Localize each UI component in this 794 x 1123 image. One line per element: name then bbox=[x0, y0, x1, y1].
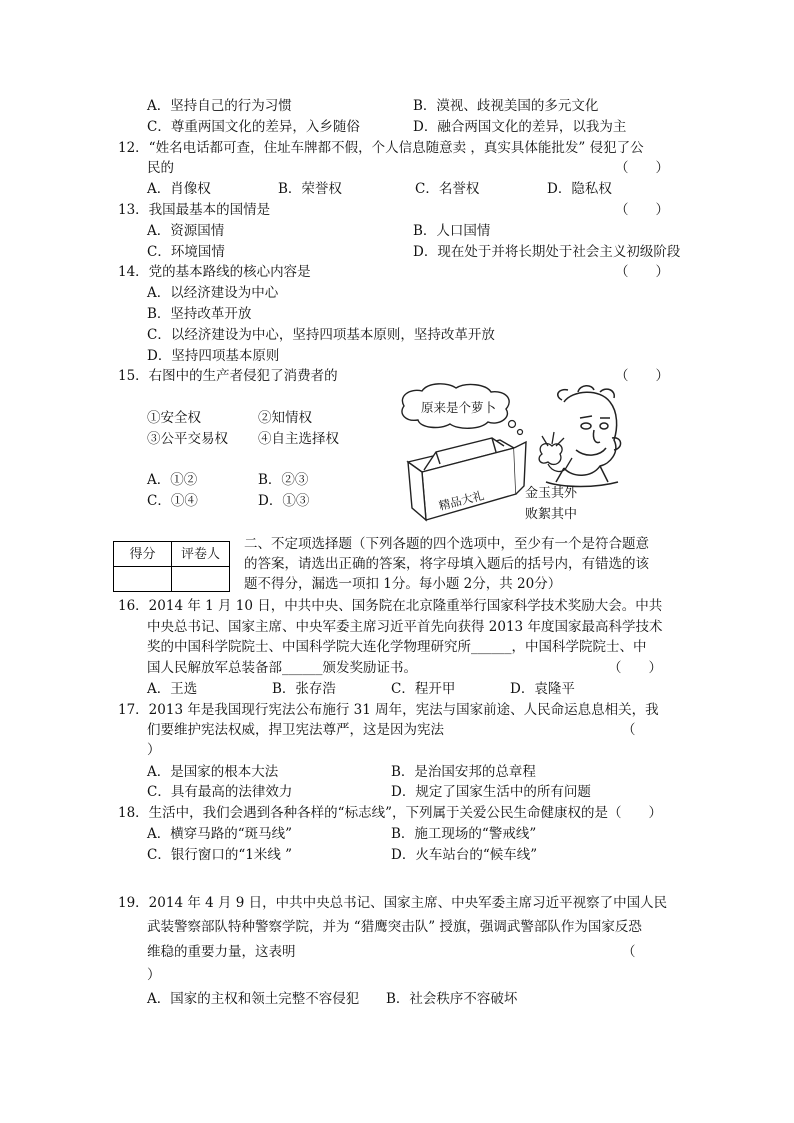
q12-answer-paren: （ ） bbox=[615, 160, 669, 176]
q15-option-a: A．①② bbox=[147, 472, 198, 488]
radish-icon bbox=[539, 432, 572, 471]
q11-option-c: C．尊重两国文化的差异，入乡随俗 bbox=[147, 119, 360, 135]
q16-stem-line4: 国人民解放军总装备部______颁发奖励证书。 bbox=[147, 660, 417, 676]
q14-stem: 14．党的基本路线的核心内容是 bbox=[118, 264, 311, 280]
grader-header: 评卷人 bbox=[172, 542, 230, 567]
section2-instructions-line3: 题不得分，漏选一项扣 1分。每小题 2分，共 20分） bbox=[244, 576, 562, 592]
q12-option-c: C．名誉权 bbox=[415, 181, 480, 197]
q14-option-d: D．坚持四项基本原则 bbox=[147, 348, 280, 364]
q15-cartoon bbox=[396, 382, 628, 530]
q19-stem-line1: 19．2014 年 4 月 9 日，中共中央总书记、国家主席、中央军委主席习近平视察了中国人民 bbox=[118, 895, 668, 911]
q17-paren-open: （ bbox=[622, 722, 636, 738]
q16-stem-line2: 中央总书记、国家主席、中央军委主席习近平首先向获得 2013 年度国家最高科学技术 bbox=[147, 619, 663, 635]
q17-stem-line2: 们要维护宪法权威，捍卫宪法尊严，这是因为宪法 bbox=[147, 722, 444, 738]
q11-option-b: B．漠视、歧视美国的多元文化 bbox=[413, 98, 599, 114]
q12-stem-line1: 12．“姓名电话都可查，住址车牌都不假，个人信息随意卖 ，真实具体能批发” 侵犯了公 bbox=[118, 140, 644, 156]
section2-instructions-line2: 的答案，请选出正确的答案，将字母填入题后的括号内，有错选的该 bbox=[244, 556, 649, 572]
gift-box-icon bbox=[408, 438, 526, 520]
q18-stem: 18．生活中，我们会遇到各种各样的“标志线”，下列属于关爱公民生命健康权的是（ ） bbox=[118, 805, 662, 821]
score-header: 得分 bbox=[114, 542, 172, 567]
q15-item-4: ④自主选择权 bbox=[258, 431, 339, 447]
q15-item-3: ③公平交易权 bbox=[147, 431, 228, 447]
q19-paren-close: ） bbox=[147, 967, 161, 983]
q13-option-d: D．现在处于并将长期处于社会主义初级阶段 bbox=[413, 244, 681, 260]
q16-option-a: A．王选 bbox=[147, 681, 198, 697]
cartoon-caption-line1: 金玉其外 bbox=[525, 486, 578, 501]
q16-stem-line3: 奖的中国科学院院士、中国科学院大连化学物理研究所______，中国科学院院士、中 bbox=[147, 639, 647, 655]
q19-paren-open: （ bbox=[622, 944, 636, 960]
score-table bbox=[113, 541, 230, 592]
q18-option-d: D．火车站台的“候车线” bbox=[391, 847, 538, 863]
q15-item-2: ②知情权 bbox=[258, 410, 312, 426]
q17-option-d: D．规定了国家生活中的所有问题 bbox=[391, 784, 591, 800]
q14-answer-paren: （ ） bbox=[615, 264, 669, 280]
q17-paren-close: ） bbox=[147, 742, 161, 758]
q13-option-a: A．资源国情 bbox=[147, 223, 225, 239]
q15-option-d: D．①③ bbox=[258, 493, 310, 509]
q15-item-1: ①安全权 bbox=[147, 410, 201, 426]
q14-option-a: A．以经济建设为中心 bbox=[147, 285, 279, 301]
q15-option-b: B．②③ bbox=[258, 472, 309, 488]
q13-answer-paren: （ ） bbox=[615, 202, 669, 218]
q17-option-c: C．具有最高的法律效力 bbox=[147, 784, 293, 800]
q12-stem-line2: 民的 bbox=[147, 160, 174, 176]
q16-option-b: B．张存浩 bbox=[272, 681, 336, 697]
q19-stem-line2: 武装警察部队特种警察学院，并为 “猎鹰突击队” 授旗，强调武警部队作为国家反恐 bbox=[147, 919, 642, 935]
q11-option-a: A．坚持自己的行为习惯 bbox=[147, 98, 292, 114]
q13-option-c: C．环境国情 bbox=[147, 244, 225, 260]
q14-option-b: B．坚持改革开放 bbox=[147, 306, 252, 322]
q19-option-a: A．国家的主权和领土完整不容侵犯 bbox=[147, 991, 360, 1007]
q12-option-d: D．隐私权 bbox=[547, 181, 612, 197]
box-label: 精品大礼 bbox=[437, 488, 486, 513]
q13-option-b: B．人口国情 bbox=[413, 223, 491, 239]
q17-option-a: A．是国家的根本大法 bbox=[147, 764, 279, 780]
q18-option-a: A．横穿马路的“斑马线” bbox=[147, 826, 293, 842]
bubble-text: 原来是个萝卜 bbox=[421, 400, 497, 415]
section2-instructions-line1: 二、不定项选择题（下列各题的四个选项中，至少有一个是符合题意 bbox=[244, 536, 649, 552]
q13-stem: 13．我国最基本的国情是 bbox=[118, 202, 271, 218]
q11-option-d: D．融合两国文化的差异，以我为主 bbox=[413, 119, 627, 135]
q12-option-a: A．肖像权 bbox=[147, 181, 211, 197]
q17-stem-line1: 17．2013 年是我国现行宪法公布施行 31 周年，宪法与国家前途、人民命运息息相关，我 bbox=[118, 702, 659, 718]
q15-option-c: C．①④ bbox=[147, 493, 198, 509]
q18-option-b: B．施工现场的“警戒线” bbox=[391, 826, 537, 842]
q15-stem: 15．右图中的生产者侵犯了消费者的 bbox=[118, 368, 338, 384]
q15-answer-paren: （ ） bbox=[615, 368, 669, 384]
q12-option-b: B．荣誉权 bbox=[278, 181, 342, 197]
q18-option-c: C．银行窗口的“1米线 ” bbox=[147, 847, 293, 863]
q16-stem-line1: 16．2014 年 1 月 10 日，中共中央、国务院在北京隆重举行国家科学技术奖励大会。中共 bbox=[118, 598, 663, 614]
q19-option-b: B．社会秩序不容破坏 bbox=[386, 991, 518, 1007]
q19-stem-line3: 维稳的重要力量，这表明 bbox=[147, 944, 296, 960]
score-cell[interactable] bbox=[114, 567, 172, 592]
q17-option-b: B．是治国安邦的总章程 bbox=[391, 764, 536, 780]
q14-option-c: C．以经济建设为中心，坚持四项基本原则，坚持改革开放 bbox=[147, 327, 495, 343]
grader-cell[interactable] bbox=[172, 567, 230, 592]
q16-option-d: D．袁隆平 bbox=[510, 681, 575, 697]
q16-option-c: C．程开甲 bbox=[391, 681, 456, 697]
cartoon-caption-line2: 败絮其中 bbox=[525, 507, 578, 522]
q16-answer-paren: （ ） bbox=[608, 660, 662, 676]
